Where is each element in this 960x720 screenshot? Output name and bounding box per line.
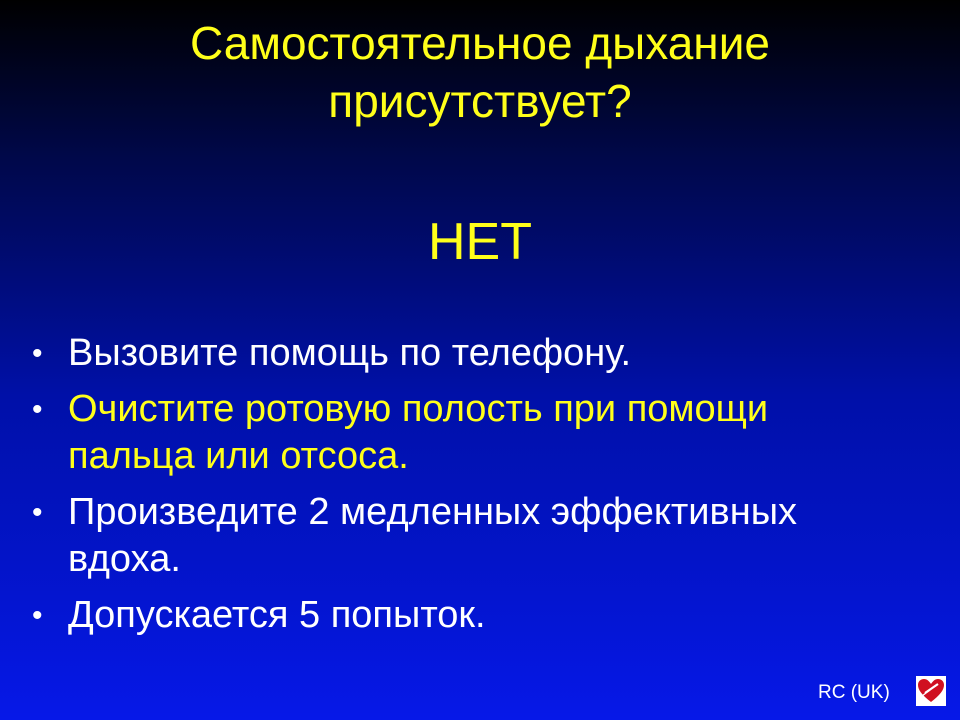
bullet-icon: • [32,337,43,370]
list-item [0,592,900,639]
list-item-text: Вызовите помощь по телефону. [68,332,632,374]
list-item-text: Очистите ротовую полость при помощи пальца или отсоса. [68,388,769,477]
list-item [0,330,900,377]
bullet-icon: • [32,393,43,426]
answer-heading: НЕТ [428,213,532,271]
instruction-list [0,330,900,648]
list-item-text: Произведите 2 медленных эффективных вдоха. [68,491,798,580]
slide-title [0,14,960,130]
list-item [0,386,900,480]
slide-title-line-2: присутствует? [328,75,632,127]
list-item [0,489,900,583]
slide-title-line-1: Самостоятельное дыхание [190,17,770,69]
bullet-icon: • [32,599,43,632]
footer-label: RC (UK) [818,682,890,703]
bullet-icon: • [32,496,43,529]
list-item-text: Допускается 5 попыток. [68,594,486,636]
heart-logo-icon [916,676,946,706]
